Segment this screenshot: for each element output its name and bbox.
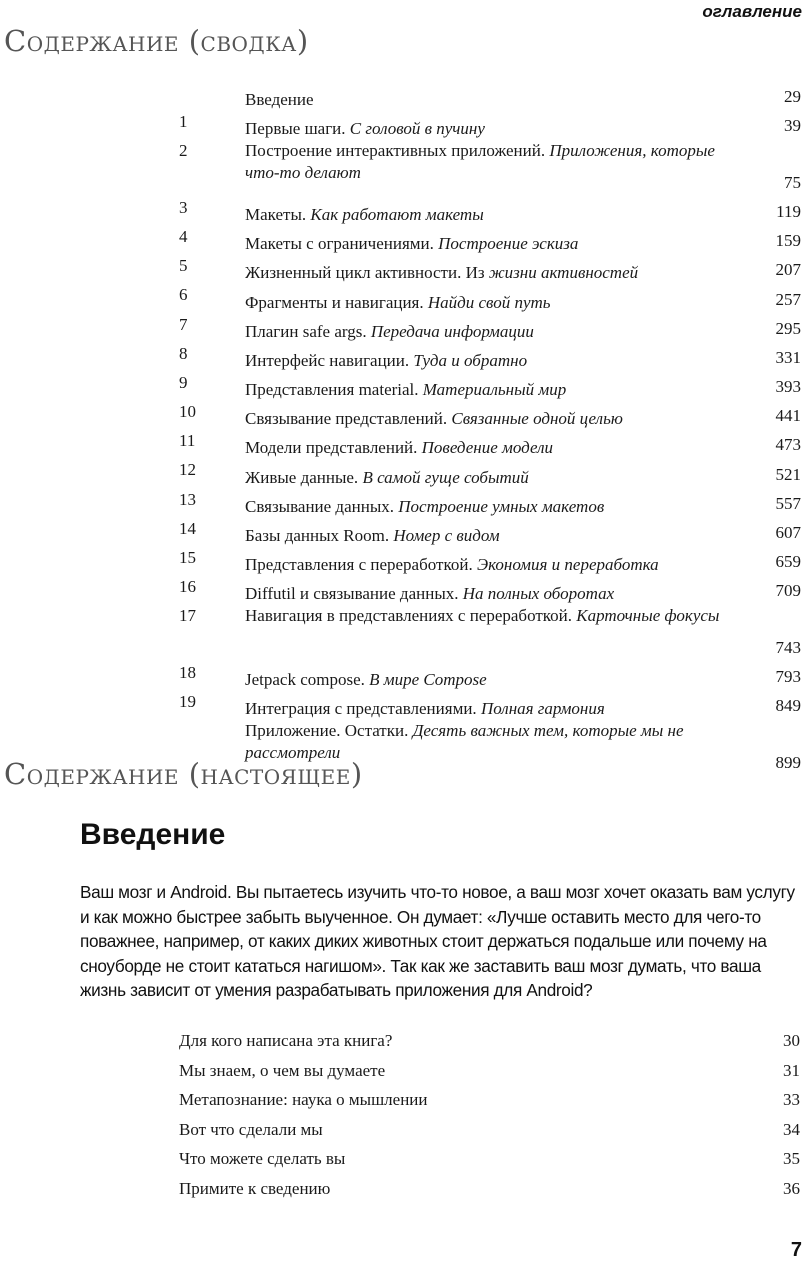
chapter-title-main: Навигация в представлениях с переработкой. xyxy=(245,606,573,626)
chapter-subtitle: На полных оборотах xyxy=(462,584,615,604)
chapter-title xyxy=(245,350,745,372)
chapter-number: 11 xyxy=(179,431,196,451)
intro-toc-row[interactable] xyxy=(0,1085,808,1115)
chapter-title-main: Представления material. xyxy=(245,380,419,400)
chapter-page: 709 xyxy=(775,581,801,601)
chapter-subtitle: Десять важных тем, которые мы не рассмотрели xyxy=(245,721,684,763)
chapter-subtitle: Материальный мир xyxy=(422,380,567,400)
section-page: 36 xyxy=(783,1178,800,1198)
chapter-title-main: Jetpack compose. xyxy=(245,669,365,689)
section-title: Метапознание: наука о мышлении xyxy=(179,1090,428,1109)
chapter-title xyxy=(245,698,745,720)
chapter-subtitle: С головой в пучину xyxy=(349,119,485,139)
chapter-number: 14 xyxy=(179,518,196,538)
chapter-page: 441 xyxy=(775,406,801,426)
chapter-page: 607 xyxy=(775,523,801,543)
chapter-number: 5 xyxy=(179,256,188,276)
chapter-subtitle: В мире Compose xyxy=(369,669,487,689)
chapter-title xyxy=(245,467,745,489)
chapter-page: 119 xyxy=(776,201,801,221)
chapter-number: 8 xyxy=(179,343,188,363)
toc-row[interactable] xyxy=(0,576,808,605)
chapter-number: 13 xyxy=(179,489,196,509)
intro-paragraph: Ваш мозг и Android. Вы пытаетесь изучить что-то новое, а ваш мозг хочет оказать вам услугу и как можно быстрее забыть выученное. Он думает: «Лучше оставить место для чего-то поважнее, например, от каких диких животных стоит держаться подальше или почему на сноуборде не стоит кататься нагишом». Так как же заставить ваш мозг думать, что ваша жизнь зависит от умения разрабатывать приложения для Android? xyxy=(80,882,795,1000)
chapter-subtitle: Построение эскиза xyxy=(438,234,579,254)
chapter-number: 16 xyxy=(179,577,196,597)
intro-toc xyxy=(0,1026,808,1203)
toc-row[interactable] xyxy=(0,372,808,401)
chapter-title-main: Введение xyxy=(245,90,314,110)
chapter-title-main: Фрагменты и навигация. xyxy=(245,292,424,312)
chapter-subtitle: Связанные одной целью xyxy=(451,409,623,429)
chapter-page: 659 xyxy=(775,552,801,572)
chapter-subtitle: Передача информации xyxy=(370,321,534,341)
chapter-number: 12 xyxy=(179,460,196,480)
intro-toc-row[interactable] xyxy=(0,1026,808,1056)
toc-row[interactable] xyxy=(0,255,808,284)
toc-row[interactable] xyxy=(0,459,808,488)
chapter-page: 473 xyxy=(775,435,801,455)
chapter-title xyxy=(245,292,745,314)
chapter-title xyxy=(245,118,745,140)
page-number: 7 xyxy=(790,1239,802,1261)
section-title: Вот что сделали мы xyxy=(179,1119,323,1139)
chapter-number: 3 xyxy=(179,197,188,217)
chapter-subtitle: Поведение модели xyxy=(421,438,553,458)
toc-row[interactable] xyxy=(0,518,808,547)
chapter-subtitle: Приложения, которые что-то делают xyxy=(245,141,715,183)
chapter-number: 2 xyxy=(179,141,188,161)
section-title: Что можете сделать вы xyxy=(179,1149,346,1168)
chapter-page: 29 xyxy=(784,87,801,107)
chapter-title-main: Связывание представлений. xyxy=(245,409,448,429)
toc-row[interactable] xyxy=(0,430,808,459)
chapter-title xyxy=(245,233,745,255)
chapter-title-main: Представления с переработкой. xyxy=(245,555,473,575)
chapter-page: 793 xyxy=(775,666,801,686)
chapter-title xyxy=(245,496,745,518)
chapter-page: 899 xyxy=(775,752,801,772)
chapter-number: 1 xyxy=(179,112,188,132)
chapter-number: 9 xyxy=(179,372,188,392)
chapter-title xyxy=(245,669,745,691)
chapter-subtitle: Номер с видом xyxy=(393,526,500,546)
chapter-subtitle: Карточные фокусы xyxy=(576,606,720,626)
chapter-title-main: Живые данные. xyxy=(245,467,359,487)
chapter-subtitle: Найди свой путь xyxy=(427,292,551,312)
section-title: Для кого написана эта книга? xyxy=(179,1031,393,1050)
chapter-number: 19 xyxy=(179,691,196,711)
toc-row[interactable] xyxy=(0,401,808,430)
chapter-title xyxy=(245,321,745,343)
intro-toc-row[interactable] xyxy=(0,1115,808,1145)
toc-row[interactable] xyxy=(0,343,808,372)
chapter-subtitle: Полная гармония xyxy=(480,699,605,719)
chapter-page: 521 xyxy=(775,464,801,484)
section-page: 30 xyxy=(783,1031,800,1050)
section-page: 33 xyxy=(783,1090,800,1109)
chapter-number: 15 xyxy=(179,548,196,568)
intro-toc-row[interactable] xyxy=(0,1056,808,1086)
section-title: Примите к сведению xyxy=(179,1178,331,1198)
toc-row[interactable] xyxy=(0,662,808,691)
chapter-number: 10 xyxy=(179,402,196,422)
chapter-title xyxy=(245,262,745,284)
chapter-number: 18 xyxy=(179,662,196,682)
toc-row[interactable] xyxy=(0,226,808,255)
chapter-title-main: Модели представлений. xyxy=(245,438,418,458)
chapter-title xyxy=(245,554,745,576)
toc-row[interactable] xyxy=(0,691,808,720)
summary-heading: Содержание (сводка) xyxy=(4,24,309,58)
chapter-title xyxy=(245,140,735,184)
chapter-subtitle: Построение умных макетов xyxy=(398,496,605,516)
section-page: 34 xyxy=(783,1119,800,1139)
toc-row[interactable] xyxy=(0,314,808,343)
chapter-title-main: Макеты с ограничениями. xyxy=(245,234,434,254)
chapter-title-main: Первые шаги. xyxy=(245,119,346,139)
chapter-page: 295 xyxy=(775,318,801,338)
chapter-subtitle: Как работают макеты xyxy=(310,204,484,224)
chapter-number: 7 xyxy=(179,314,188,334)
chapter-number: 6 xyxy=(179,285,188,305)
toc-row[interactable] xyxy=(0,489,808,518)
running-head: оглавление xyxy=(702,2,802,21)
toc-row[interactable] xyxy=(0,197,808,226)
chapter-page: 257 xyxy=(775,289,801,309)
chapter-title-main: Макеты. xyxy=(245,204,307,224)
chapter-page: 75 xyxy=(784,172,801,192)
chapter-page: 331 xyxy=(775,347,801,367)
section-title: Мы знаем, о чем вы думаете xyxy=(179,1060,386,1080)
chapter-page: 207 xyxy=(775,260,801,280)
summary-toc xyxy=(0,82,808,777)
intro-toc-row[interactable] xyxy=(0,1144,808,1174)
chapter-title xyxy=(245,89,745,111)
toc-row[interactable] xyxy=(0,82,808,111)
chapter-title xyxy=(245,379,745,401)
chapter-title xyxy=(245,204,745,226)
toc-row[interactable] xyxy=(0,140,808,196)
detail-heading: Содержание (настоящее) xyxy=(4,757,363,791)
chapter-title xyxy=(245,525,745,547)
chapter-title-main: Плагин safe args. xyxy=(245,321,367,341)
chapter-subtitle: жизни активностей xyxy=(488,263,639,283)
chapter-title-main: Diffutil и связывание данных. xyxy=(245,584,459,604)
intro-title: Введение xyxy=(80,818,226,851)
chapter-page: 39 xyxy=(784,116,801,136)
chapter-page: 393 xyxy=(775,377,801,397)
chapter-page: 849 xyxy=(775,696,801,716)
chapter-title-main: Базы данных Room. xyxy=(245,526,390,546)
chapter-subtitle: В самой гуще событий xyxy=(362,467,529,487)
chapter-page: 743 xyxy=(775,637,801,657)
chapter-title-main: Построение интерактивных приложений. xyxy=(245,141,546,161)
toc-row[interactable] xyxy=(0,111,808,140)
chapter-title-main: Интеграция с представлениями. xyxy=(245,699,477,719)
toc-row[interactable] xyxy=(0,284,808,313)
chapter-title xyxy=(245,583,745,605)
chapter-page: 557 xyxy=(775,493,801,513)
toc-row[interactable] xyxy=(0,547,808,576)
section-page: 35 xyxy=(783,1149,800,1168)
chapter-title xyxy=(245,408,745,430)
chapter-number: 4 xyxy=(179,226,188,246)
chapter-subtitle: Туда и обратно xyxy=(413,350,528,370)
chapter-subtitle: Экономия и переработка xyxy=(476,555,659,575)
chapter-title-main: Жизненный цикл активности. Из xyxy=(245,263,485,283)
chapter-title-main: Приложение. Остатки. xyxy=(245,721,409,741)
chapter-title-main: Связывание данных. xyxy=(245,496,394,516)
section-page: 31 xyxy=(783,1060,800,1080)
chapter-title-main: Интерфейс навигации. xyxy=(245,350,410,370)
toc-row[interactable] xyxy=(0,605,808,661)
chapter-number: 17 xyxy=(179,606,196,626)
chapter-page: 159 xyxy=(775,231,801,251)
intro-toc-row[interactable] xyxy=(0,1174,808,1204)
chapter-title xyxy=(245,437,745,459)
chapter-title xyxy=(245,605,735,627)
